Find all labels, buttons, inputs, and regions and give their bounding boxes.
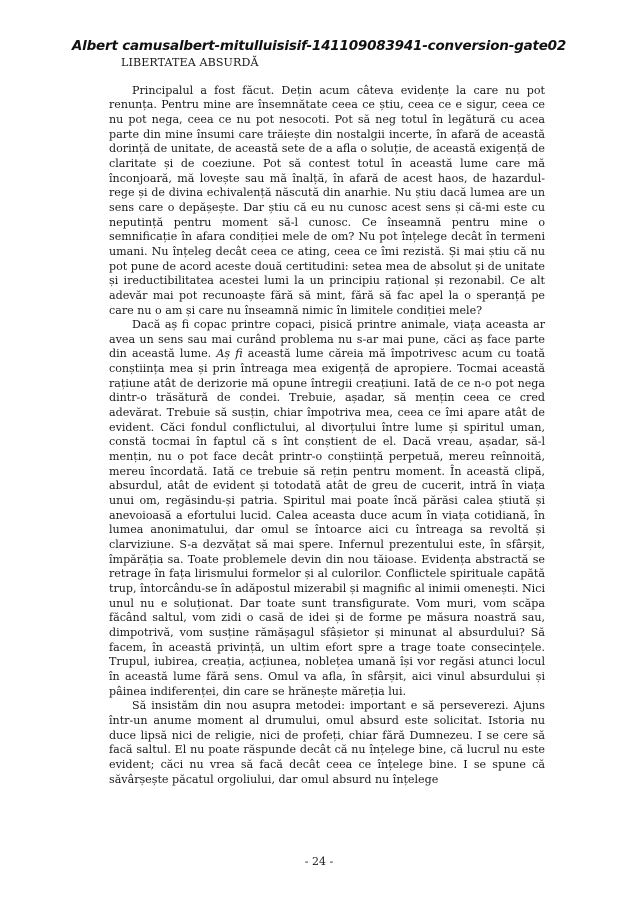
paragraph-text: această lume căreia mă împotrivesc acum cu toată conștiința mea și prin întreaga mea exigență de apropiere. Tocmai această rațiune atât de derizorie mă opune întregii creațiuni. Iată de ce n-o pot nega dintr-o trăsătură de condei. Trebuie, așadar, să mențin ceea ce cred adevărat. Trebuie să susțin, chiar împotriva mea, ceea ce îmi apare atât de evident. Căci fondul conflictului, al divorțului între lume și spiritul uman, constă tocmai în faptul că s înt conștient de el. Dacă vreau, așadar, să-l mențin, nu o pot face decât printr-o conștiință perpetuă, mereu reînnoită, mereu încordată. Iată ce trebuie să rețin pentru moment. În această clipă, absurdul, atât de evident și totodată atât de greu de cucerit, intră în viața unui om, regăsindu-și patria. Spiritul mai poate încă părăsi calea știută și anevoioasă a efortului lucid. Calea aceasta duce acum în viața cotidiană, în lumea anonimatului, dar omul se întoarce aici cu întreaga sa revoltă și clarviziune. S-a dezvățat să mai spere. Infernul prezentului este, în sfârșit, împărăția sa. Toate problemele devin din nou tăioase. Evidența abstractă se retrage în fața lirismului formelor și al culorilor. Conflictele spirituale capătă trup, întorcându-se în adăpostul mizerabil și magnific al inimii omenești. Nici unul nu e soluționat. Dar toate sunt transfigurate. Vom muri, vom scăpa făcând saltul, vom zidi o casă de idei și de forme pe măsura noastră sau, dimpotrivă, vom susține rămășagul sfâșietor și minunat al absurdului? Să facem, în această privință, un ultim efort spre a trage toate consecințele. Trupul, iubirea, creația, acțiunea, noblețea umană își vor regăsi atunci locul în această lume fără sens. Omul va afla, în sfârșit, aici vinul absurdului și pâinea indiferenței, din care se hrănește măreția lui. bbox=[109, 347, 545, 698]
paragraph bbox=[109, 84, 545, 319]
paragraph bbox=[109, 699, 545, 787]
page-number: - 24 - bbox=[304, 855, 334, 868]
paragraph-text: Să insistăm din nou asupra metodei: important e să perseverezi. Ajuns într-un anume moment al drumului, omul absurd este solicitat. Istoria nu duce lipsă nici de religie, nici de profeți, chiar fără Dumnezeu. I se cere să facă saltul. El nu poate răspunde decât că nu înțelege bine, că lucrul nu este evident; căci nu vrea să facă decât ceea ce înțelege bine. I se spune că săvârșește păcatul orgoliului, dar omul absurd nu înțelege bbox=[109, 699, 545, 786]
paragraph-italic-text: Aș fi bbox=[216, 347, 243, 361]
paragraph-text: Principalul a fost făcut. Dețin acum câteva evidențe la care nu pot renunța. Pentru mine are însemnătate ceea ce știu, ceea ce e sigur, ceea ce nu pot nega, ceea ce nu pot nesocoti. Pot să neg totul în legătură cu acea parte din mine însumi care trăiește din nostalgii incerte, în afară de această dorință de unitate, de această sete de a afla o soluție, de această exigență de claritate și de coeziune. Pot să contest totul în această lume care mă înconjoară, mă lovește sau mă înalță, în afară de acest haos, de hazardul-rege și de divina echivalență născută din anarhie. Nu știu dacă lumea are un sens care o depășește. Dar știu că eu nu cunosc acest sens și că-mi este cu neputință pentru moment să-l cunosc. Ce înseamnă pentru mine o semnificație în afara condiției mele de om? Nu pot înțelege decât în termeni umani. Nu înțeleg decât ceea ce ating, ceea ce îmi rezistă. Și mai știu că nu pot pune de acord aceste două certitudini: setea mea de absolut și de unitate și ireductibilitatea acestei lumi la un principiu rațional și rezonabil. Ce alt adevăr mai pot recunoaște fără să mint, fără să fac apel la o speranță pe care nu o am și care nu înseamnă nimic în limitele condiției mele? bbox=[109, 83, 545, 317]
paragraph bbox=[109, 318, 545, 699]
document-page bbox=[109, 56, 545, 787]
paragraph-text: Dacă aș fi copac printre copaci, pisică printre animale, viața aceasta ar avea un sens sau mai curând problema nu s-ar mai pune, căci aș face parte din această lume. bbox=[109, 318, 545, 361]
chapter-title: LIBERTATEA ABSURDĂ bbox=[121, 56, 259, 69]
document-banner: Albert camusalbert-mitulluisisif-141109083941-conversion-gate02 bbox=[71, 38, 567, 54]
